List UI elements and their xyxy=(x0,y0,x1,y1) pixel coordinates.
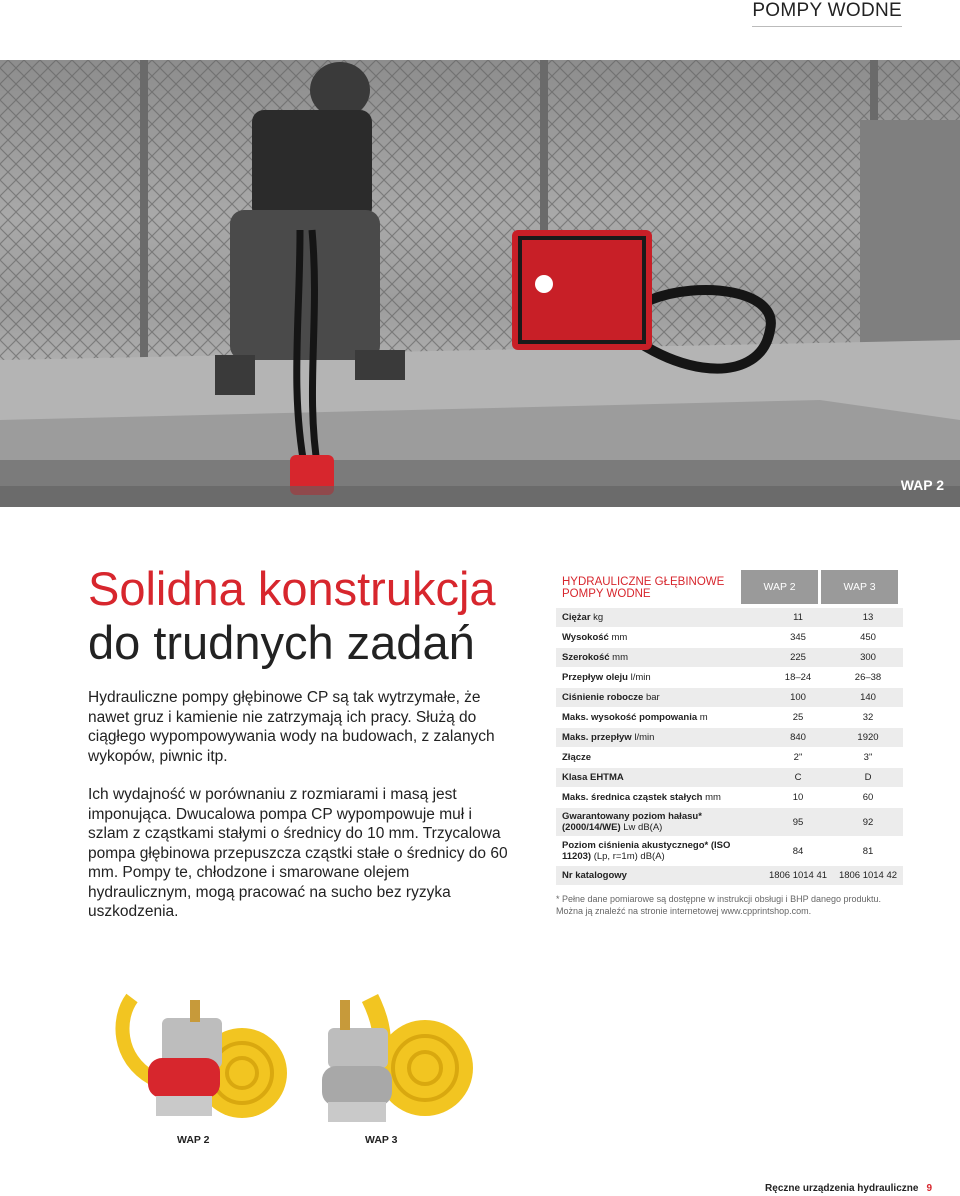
spec-label xyxy=(556,708,763,728)
spec-value-wap3: 450 xyxy=(833,628,903,648)
spec-label xyxy=(556,837,763,866)
spec-footnote: * Pełne dane pomiarowe są dostępne w instrukcji obsługi i BHP danego produktu. Można ją znaleźć na stronie internetowej www.cpprintshop.com. xyxy=(556,894,882,916)
spec-unit: (Lp, r=1m) dB(A) xyxy=(593,851,665,862)
spec-value-wap2: 840 xyxy=(763,728,833,748)
spec-value-wap3: 32 xyxy=(833,708,903,728)
spec-label-text: Maks. przepływ xyxy=(562,732,632,743)
page-number: 9 xyxy=(926,1183,932,1194)
spec-label-text: Wysokość xyxy=(562,632,609,643)
spec-value-wap3: 3" xyxy=(833,748,903,768)
product-label-wap2: WAP 2 xyxy=(177,1134,210,1146)
hero-photo xyxy=(0,60,960,507)
spec-label-text: Gwarantowany poziom hałasu* (2000/14/WE) xyxy=(562,811,702,833)
spec-row xyxy=(556,708,903,728)
wap3-pump-image xyxy=(300,988,480,1128)
footer-text: Ręczne urządzenia hydrauliczne xyxy=(765,1183,919,1194)
wap2-pump-image xyxy=(112,988,292,1128)
spec-label-text: Szerokość xyxy=(562,652,610,663)
spec-unit: kg xyxy=(593,612,604,623)
product-label-wap3: WAP 3 xyxy=(365,1134,398,1146)
spec-value-wap2: 225 xyxy=(763,648,833,668)
spec-unit: l/min xyxy=(634,732,655,743)
spec-row xyxy=(556,688,903,708)
spec-value-wap2: 10 xyxy=(763,788,833,808)
spec-value-wap2: 1806 1014 41 xyxy=(763,866,833,886)
spec-row xyxy=(556,628,903,648)
spec-value-wap3: 140 xyxy=(833,688,903,708)
intro-paragraph: Hydrauliczne pompy głębinowe CP są tak wytrzymałe, że nawet gruz i kamienie nie zatrzymają ich pracy. Służą do ciągłego wypompowywania wody na budowach, z zalanych wykopów, piwnic itp. xyxy=(88,689,495,765)
spec-label xyxy=(556,628,763,648)
spec-value-wap3: 26–38 xyxy=(833,668,903,688)
spec-value-wap2: 25 xyxy=(763,708,833,728)
spec-value-wap2: 95 xyxy=(763,808,833,837)
spec-table-header xyxy=(556,570,903,604)
spec-label xyxy=(556,866,763,886)
spec-table-title: HYDRAULICZNE GŁĘBINOWE POMPY WODNE xyxy=(562,576,725,600)
spec-label xyxy=(556,688,763,708)
construction-site-illustration xyxy=(0,60,960,507)
spec-value-wap2: 100 xyxy=(763,688,833,708)
spec-label-text: Nr katalogowy xyxy=(562,870,627,881)
spec-table-block xyxy=(556,570,903,886)
spec-label xyxy=(556,608,763,628)
spec-row xyxy=(556,748,903,768)
spec-label xyxy=(556,808,763,837)
spec-label-text: Maks. wysokość pompowania xyxy=(562,712,698,723)
spec-unit: mm xyxy=(612,652,628,663)
headline-line-1: Solidna konstrukcja xyxy=(88,562,496,615)
spec-row xyxy=(556,768,903,788)
spec-row xyxy=(556,866,903,886)
spec-table xyxy=(556,608,903,886)
spec-value-wap3: 81 xyxy=(833,837,903,866)
spec-value-wap3: 92 xyxy=(833,808,903,837)
column-header-wap3: WAP 3 xyxy=(820,570,898,604)
spec-row xyxy=(556,837,903,866)
column-header-wap2: WAP 2 xyxy=(741,570,818,604)
spec-row xyxy=(556,728,903,748)
spec-label xyxy=(556,668,763,688)
spec-label xyxy=(556,648,763,668)
spec-value-wap3: 13 xyxy=(833,608,903,628)
spec-label-text: Poziom ciśnienia akustycznego* (ISO 11203) xyxy=(562,840,731,862)
spec-value-wap3: D xyxy=(833,768,903,788)
spec-unit: mm xyxy=(705,792,721,803)
page-headline xyxy=(88,562,528,670)
section-title: POMPY WODNE xyxy=(752,0,902,27)
spec-label-text: Ciśnienie robocze xyxy=(562,692,644,703)
spec-value-wap3: 1806 1014 42 xyxy=(833,866,903,886)
spec-unit: mm xyxy=(611,632,628,643)
spec-label-text: Klasa EHTMA xyxy=(562,772,624,783)
spec-label-text: Maks. średnica cząstek stałych xyxy=(562,792,703,803)
spec-value-wap3: 300 xyxy=(833,648,903,668)
spec-row xyxy=(556,808,903,837)
spec-row xyxy=(556,668,903,688)
spec-row xyxy=(556,788,903,808)
spec-label-text: Ciężar xyxy=(562,612,591,623)
spec-unit: l/min xyxy=(630,672,651,683)
spec-row xyxy=(556,648,903,668)
spec-value-wap2: 18–24 xyxy=(763,668,833,688)
spec-unit: m xyxy=(699,712,708,723)
page-footer xyxy=(765,1183,932,1194)
headline-line-2: do trudnych zadań xyxy=(88,616,475,669)
spec-label xyxy=(556,728,763,748)
details-paragraph: Ich wydajność w porównaniu z rozmiarami i masą jest imponująca. Dwucalowa pompa CP wypompowuje muł i szlam z cząstkami stałymi o średnicy do 10 mm. Trzycalowa pompa głębinowa przepuszcza cząstki stałe o średnicy do 60 mm. Pompy te, chłodzone i smarowane olejem hydraulicznym, mogą pracować na sucho bez ryzyka uszkodzenia. xyxy=(88,786,508,920)
hero-caption: WAP 2 xyxy=(900,477,944,493)
spec-value-wap2: 84 xyxy=(763,837,833,866)
spec-label xyxy=(556,748,763,768)
spec-value-wap3: 60 xyxy=(833,788,903,808)
spec-value-wap3: 1920 xyxy=(833,728,903,748)
spec-label xyxy=(556,788,763,808)
spec-value-wap2: 345 xyxy=(763,628,833,648)
spec-label-text: Przepływ oleju xyxy=(562,672,628,683)
spec-unit: Lw dB(A) xyxy=(623,822,663,833)
spec-value-wap2: 2" xyxy=(763,748,833,768)
spec-value-wap2: 11 xyxy=(763,608,833,628)
spec-row xyxy=(556,608,903,628)
spec-unit: bar xyxy=(645,692,660,703)
spec-label xyxy=(556,768,763,788)
spec-value-wap2: C xyxy=(763,768,833,788)
spec-label-text: Złącze xyxy=(562,752,592,763)
